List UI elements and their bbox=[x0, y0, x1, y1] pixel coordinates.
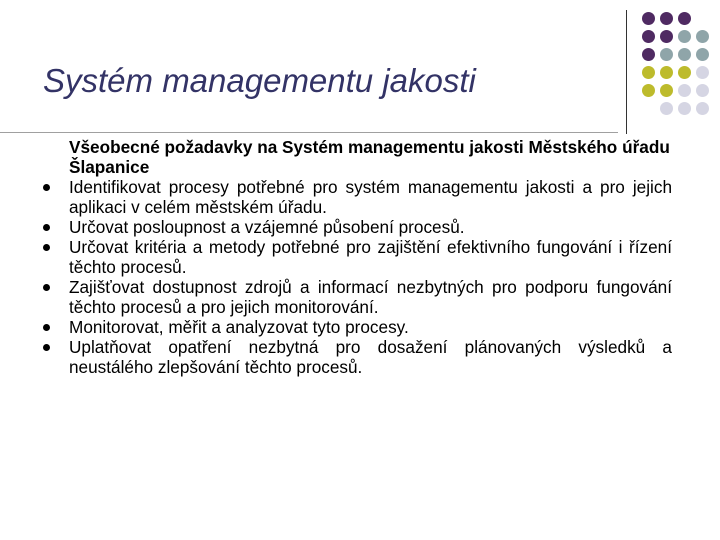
decorative-dot bbox=[678, 84, 691, 97]
body-heading: Všeobecné požadavky na Systém managementu jakosti Městského úřadu Šlapanice bbox=[69, 137, 670, 177]
bullet-icon bbox=[43, 284, 50, 291]
bullet-icon bbox=[43, 184, 50, 191]
decorative-dot bbox=[642, 48, 655, 61]
list-item-text: Zajišťovat dostupnost zdrojů a informací nezbytných pro podporu fungování těchto procesů a pro jejich monitorování. bbox=[69, 277, 672, 317]
decorative-dot bbox=[660, 48, 673, 61]
bullet-icon bbox=[43, 344, 50, 351]
decorative-dot bbox=[696, 102, 709, 115]
decorative-dot bbox=[696, 30, 709, 43]
decorative-dot bbox=[678, 48, 691, 61]
decorative-dot bbox=[642, 12, 655, 25]
list-item bbox=[42, 237, 672, 277]
bullet-icon bbox=[43, 244, 50, 251]
list-item bbox=[42, 317, 672, 337]
decorative-dot bbox=[678, 102, 691, 115]
decorative-dot bbox=[660, 102, 673, 115]
slide-body bbox=[42, 137, 672, 377]
decorative-dot bbox=[642, 84, 655, 97]
decorative-dot bbox=[696, 84, 709, 97]
decorative-dot bbox=[678, 12, 691, 25]
list-item bbox=[42, 177, 672, 217]
bullet-icon bbox=[43, 324, 50, 331]
title-divider bbox=[0, 132, 618, 133]
decorative-dot bbox=[642, 66, 655, 79]
slide-title: Systém managementu jakosti bbox=[43, 62, 476, 99]
decorative-dot bbox=[696, 66, 709, 79]
list-item bbox=[42, 337, 672, 377]
list-item bbox=[42, 277, 672, 317]
vertical-divider bbox=[626, 10, 627, 134]
decorative-dot bbox=[660, 66, 673, 79]
decorative-dot bbox=[678, 30, 691, 43]
decorative-dot bbox=[678, 66, 691, 79]
bullet-icon bbox=[43, 224, 50, 231]
list-item-text: Určovat kritéria a metody potřebné pro zajištění efektivního fungování i řízení těchto procesů. bbox=[69, 237, 672, 277]
decorative-dot bbox=[642, 30, 655, 43]
list-item-text: Monitorovat, měřit a analyzovat tyto procesy. bbox=[69, 317, 409, 337]
decorative-dot-grid bbox=[640, 10, 720, 130]
bullet-list bbox=[42, 177, 672, 377]
list-item-text: Identifikovat procesy potřebné pro systém managementu jakosti a pro jejich aplikaci v celém městském úřadu. bbox=[69, 177, 672, 217]
decorative-dot bbox=[660, 30, 673, 43]
decorative-dot bbox=[696, 48, 709, 61]
list-item-text: Uplatňovat opatření nezbytná pro dosažení plánovaných výsledků a neustálého zlepšování těchto procesů. bbox=[69, 337, 672, 377]
decorative-dot bbox=[660, 12, 673, 25]
decorative-dot bbox=[660, 84, 673, 97]
list-item-text: Určovat posloupnost a vzájemné působení procesů. bbox=[69, 217, 465, 237]
list-item bbox=[42, 217, 672, 237]
